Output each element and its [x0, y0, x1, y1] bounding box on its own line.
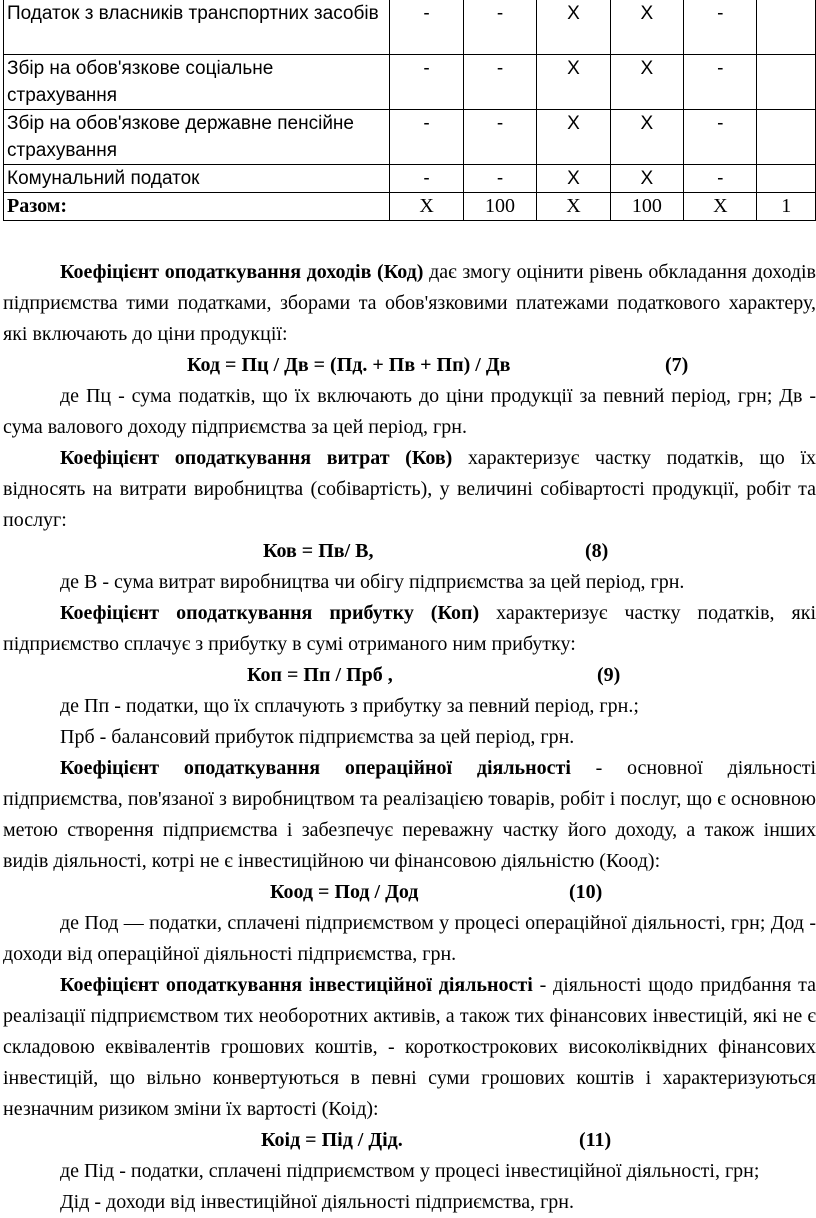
table-cell: - [684, 55, 757, 110]
table-cell: X [537, 193, 610, 221]
paragraph-where: Дід - доходи від інвестиційної діяльності підприємства, грн. [60, 1191, 575, 1213]
table-cell: - [684, 0, 757, 55]
table-cell: X [610, 110, 684, 165]
document-body [3, 257, 816, 1218]
term-investment: Коефіцієнт оподаткування інвестиційної діяльності [60, 974, 533, 996]
table-cell: X [610, 165, 684, 193]
tax-table [3, 0, 816, 221]
tax-name-cell: Збір на обов'язкове державне пенсійне страхування [4, 110, 390, 165]
table-row [4, 165, 816, 193]
paragraph-operating-coefficient [3, 753, 816, 877]
paragraph-text: - основної діяльності підприємства, пов'язаної з виробництвом та реалізацією товарів, робіт і послуг, що є основною метою створення підприємства і забезпечує переважну частку його доходу, а також інших видів діяльності, котрі не є інвестиційною чи фінансовою діяльністю (Коод): [3, 757, 816, 872]
tax-name-cell: Збір на обов'язкове соціальне страхування [4, 55, 390, 110]
table-cell: - [463, 0, 537, 55]
table-cell: 1 [757, 193, 816, 221]
formula-text: Ков = Пв/ В, [263, 540, 374, 562]
paragraph-text: дає змогу оцінити рівень обкладання доходів підприємства тими податками, зборами та обов'язковими платежами податкового характеру, які включають до ціни продукції: [3, 261, 816, 345]
paragraph-where: де Під - податки, сплачені підприємством у процесі інвестиційної діяльності, грн; [60, 1160, 760, 1182]
formula-number: (11) [579, 1129, 612, 1151]
tax-name-cell: Комунальний податок [4, 165, 390, 193]
table-row [4, 110, 816, 165]
formula-11 [3, 1125, 816, 1156]
formula-number: (8) [585, 540, 609, 562]
table-cell [757, 55, 816, 110]
table-cell [757, 165, 816, 193]
table-cell: - [390, 55, 463, 110]
paragraph-where: Прб - балансовий прибуток підприємства за цей період, грн. [60, 726, 575, 748]
table-total-row [4, 193, 816, 221]
paragraph-where: де Под — податки, сплачені підприємством у процесі операційної діяльності, грн; Дод - доходи від операційної діяльності підприємства, грн. [3, 912, 816, 965]
paragraph-where: де Пп - податки, що їх сплачують з прибутку за певний період, грн.; [60, 695, 639, 717]
table-cell: 100 [610, 193, 684, 221]
formula-text: Коп = Пп / Прб , [247, 664, 393, 686]
table-cell: X [537, 165, 610, 193]
formula-number: (10) [569, 881, 603, 903]
term-cost: Коефіцієнт оподаткування витрат (Ков) [60, 447, 453, 469]
table-cell: - [684, 165, 757, 193]
paragraph-profit-coefficient [3, 598, 816, 660]
table-cell: X [537, 110, 610, 165]
tax-name-cell: Податок з власників транспортних засобів [4, 0, 390, 55]
formula-9 [3, 660, 816, 691]
paragraph-where: де Пц - сума податків, що їх включають до ціни продукції за певний період, грн; Дв - сума валового доходу підприємства за цей період, грн. [3, 385, 816, 438]
formula-text: Код = Пц / Дв = (Пд. + Пв + Пп) / Дв [187, 354, 511, 376]
paragraph-cost-coefficient [3, 443, 816, 536]
paragraph-where: де В - сума витрат виробництва чи обігу підприємства за цей період, грн. [60, 571, 685, 593]
table-cell: X [390, 193, 463, 221]
table-cell: - [463, 55, 537, 110]
paragraph-text: характеризує частку податків, що їх відносять на витрати виробництва (собівартість), у величині собівартості продукції, робіт та послуг: [3, 447, 816, 531]
table-row [4, 0, 816, 55]
total-label: Разом: [4, 193, 390, 221]
formula-7 [3, 350, 816, 381]
paragraph-income-coefficient [3, 257, 816, 350]
formula-number: (7) [665, 354, 689, 376]
table-cell: - [463, 110, 537, 165]
table-cell: - [390, 110, 463, 165]
term-income: Коефіцієнт оподаткування доходів (Код) [60, 261, 424, 283]
table-cell: - [684, 110, 757, 165]
paragraph-text: характеризує частку податків, які підприємство сплачує з прибутку в сумі отриманого ним прибутку: [3, 602, 816, 655]
formula-text: Коід = Під / Дід. [261, 1129, 403, 1151]
table-cell: - [390, 165, 463, 193]
table-cell: 100 [463, 193, 537, 221]
formula-number: (9) [597, 664, 621, 686]
table-cell: X [684, 193, 757, 221]
table-cell: X [610, 0, 684, 55]
paragraph-investment-coefficient [3, 970, 816, 1125]
table-cell [757, 0, 816, 55]
table-cell: - [463, 165, 537, 193]
formula-8 [3, 536, 816, 567]
table-cell: X [537, 0, 610, 55]
term-profit: Коефіцієнт оподаткування прибутку (Коп) [60, 602, 480, 624]
table-cell: X [537, 55, 610, 110]
table-row [4, 55, 816, 110]
table-cell: - [390, 0, 463, 55]
table-cell: X [610, 55, 684, 110]
paragraph-text: - діяльності щодо придбання та реалізації підприємством тих необоротних активів, а також тих фінансових інвестицій, які не є складовою еквівалентів грошових коштів, - короткострокових високоліквідних фінансових інвестицій, що вільно конвертуються в певні суми грошових коштів і характеризуються незначним ризиком зміни їх вартості (Коід): [3, 974, 816, 1120]
formula-10 [3, 877, 816, 908]
formula-text: Коод = Под / Дод [270, 881, 419, 903]
term-operating: Коефіцієнт оподаткування операційної діяльності [60, 757, 571, 779]
table-cell [757, 110, 816, 165]
